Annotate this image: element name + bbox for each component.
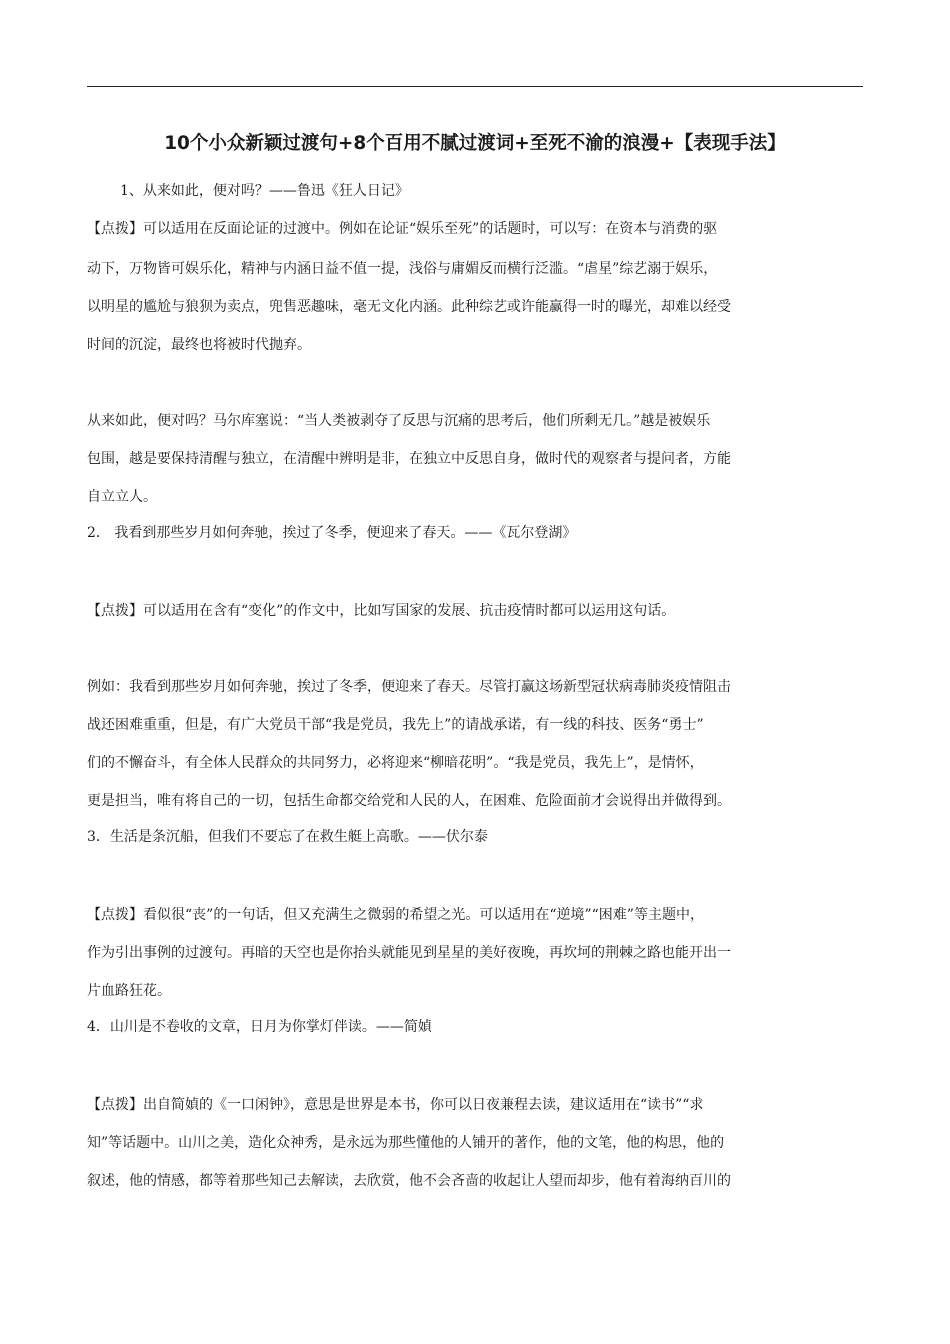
item-1-example-line: 从来如此，便对吗？马尔库塞说：“当人类被剥夺了反思与沉痛的思考后，他们所剩无几。”越是被娱乐 [87, 413, 711, 429]
header-rule [87, 86, 863, 87]
item-1-hint-line: 以明星的尴尬与狼狈为卖点，兜售恶趣味，毫无文化内涵。此种综艺或许能赢得一时的曝光，却难以经受 [87, 299, 731, 315]
item-2-example-line: 例如：我看到那些岁月如何奔驰，挨过了冬季，便迎来了春天。尽管打赢这场新型冠状病毒肺炎疫情阻击 [87, 679, 731, 695]
item-1-example-line: 包围，越是要保持清醒与独立，在清醒中辨明是非，在独立中反思自身，做时代的观察者与提问者，方能 [87, 451, 731, 467]
item-1-quote: 1、从来如此，便对吗？——鲁迅《狂人日记》 [120, 183, 409, 199]
item-3-hint-line: 片血路狂花。 [87, 983, 171, 999]
item-2-example-line: 们的不懈奋斗，有全体人民群众的共同努力，必将迎来“柳暗花明”。“我是党员，我先上”，是情怀， [87, 755, 704, 771]
item-4-hint-line: 知”等话题中。山川之美，造化众神秀，是永远为那些懂他的人铺开的著作，他的文笔，他的构思，他的 [87, 1135, 725, 1151]
item-2-example-line: 战还困难重重，但是，有广大党员干部“我是党员，我先上”的请战承诺，有一线的科技、医务“勇士” [87, 717, 704, 733]
document-title: 10个小众新颖过渡句+8个百用不腻过渡词+至死不渝的浪漫+【表现手法】 [164, 133, 786, 154]
item-1-hint-line: 【点拨】可以适用在反面论证的过渡中。例如在论证“娱乐至死”的话题时，可以写：在资本与消费的驱 [87, 221, 718, 237]
item-3-hint-line: 作为引出事例的过渡句。再暗的天空也是你抬头就能见到星星的美好夜晚，再坎坷的荆棘之路也能开出一 [87, 945, 731, 961]
item-2-example-line: 更是担当，唯有将自己的一切，包括生命都交给党和人民的人，在困难、危险面前才会说得出并做得到。 [87, 793, 731, 809]
item-4-hint-line: 叙述，他的情感，都等着那些知己去解读，去欣赏，他不会吝啬的收起让人望而却步，他有着海纳百川的 [87, 1173, 731, 1189]
item-2-quote: 2． 我看到那些岁月如何奔驰，挨过了冬季，便迎来了春天。——《瓦尔登湖》 [87, 525, 577, 541]
item-1-hint-line: 动下，万物皆可娱乐化，精神与内涵日益不值一提，浅俗与庸媚反而横行泛滥。“虐星”综艺溺于娱乐， [87, 261, 718, 277]
item-2-hint-line: 【点拨】可以适用在含有“变化”的作文中，比如写国家的发展、抗击疫情时都可以运用这句话。 [87, 603, 676, 619]
item-4-hint-line: 【点拨】出自简媜的《一口闲钟》，意思是世界是本书，你可以日夜兼程去读，建议适用在“读书”“求 [87, 1097, 704, 1113]
item-4-quote: 4．山川是不卷收的文章，日月为你掌灯伴读。——简媜 [87, 1019, 432, 1035]
item-3-hint-line: 【点拨】看似很“丧”的一句话，但又充满生之微弱的希望之光。可以适用在“逆境”“困难”等主题中， [87, 907, 704, 923]
item-1-hint-line: 时间的沉淀，最终也将被时代抛弃。 [87, 337, 311, 353]
item-3-quote: 3．生活是条沉船，但我们不要忘了在救生艇上高歌。——伏尔泰 [87, 829, 488, 845]
item-1-example-line: 自立立人。 [87, 489, 157, 505]
